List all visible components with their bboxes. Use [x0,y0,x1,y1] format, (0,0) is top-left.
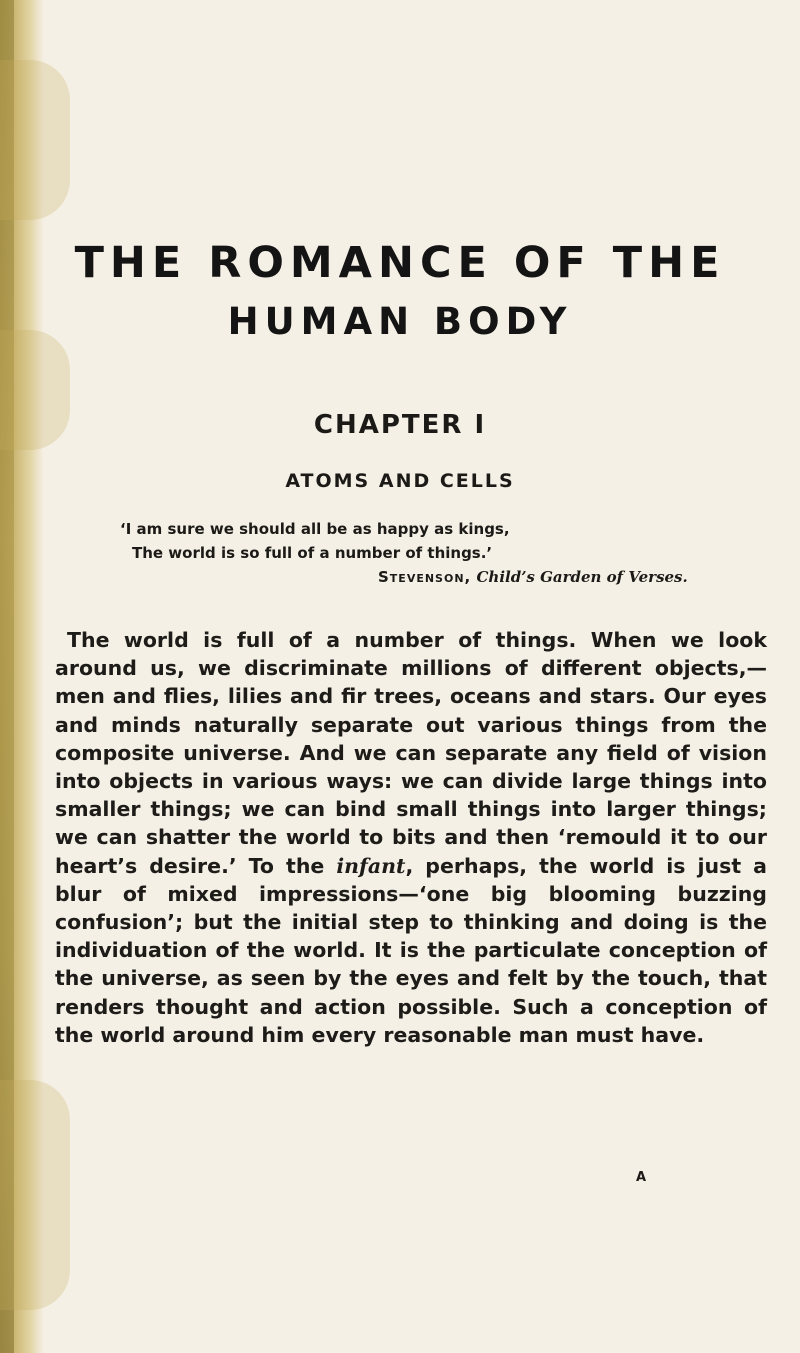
chapter-number: CHAPTER I [313,410,487,440]
epigraph-author: Stevenson, [378,568,472,586]
signature-mark: A [636,1170,647,1185]
paragraph-text-part-2: , perhaps, the world is just a blur of mixed impressions—‘one big blooming buzzing confusion’; but the initial step to thinking and doing is the individuation of the world. It is the particulate conception of the universe, as seen by the eyes and felt by the touch, that renders thought and action possible. Such a conception of the world around him every reasonable man must have. [55,853,767,1047]
epigraph [120,517,740,589]
epigraph-attribution [120,565,740,589]
paragraph-italic-word: infant [336,853,406,878]
epigraph-line-2: The world is so full of a number of things.’ [132,544,493,562]
epigraph-line-1: ‘I am sure we should all be as happy as kings, [120,520,510,538]
paragraph [55,626,767,1049]
book-title-line-2: HUMAN BODY [227,300,573,343]
page-stain [0,1080,70,1310]
chapter-title: ATOMS AND CELLS [285,470,515,492]
epigraph-work: Child’s Garden of Verses. [476,568,688,586]
body-text [55,626,767,1049]
paragraph-text-part-1: The world is full of a number of things. When we look around us, we discriminate millions of different objects,—men and flies, lilies and fir trees, oceans and stars. Our eyes and minds naturally separate out various things from the composite universe. And we can separate any field of vision into objects in various ways: we can divide large things into smaller things; we can bind small things into larger things; we can shatter the world to bits and then ‘remould it to our heart’s desire.’ To the [55,628,767,878]
page-stain [0,60,70,220]
book-title-line-1: THE ROMANCE OF THE [74,238,726,288]
